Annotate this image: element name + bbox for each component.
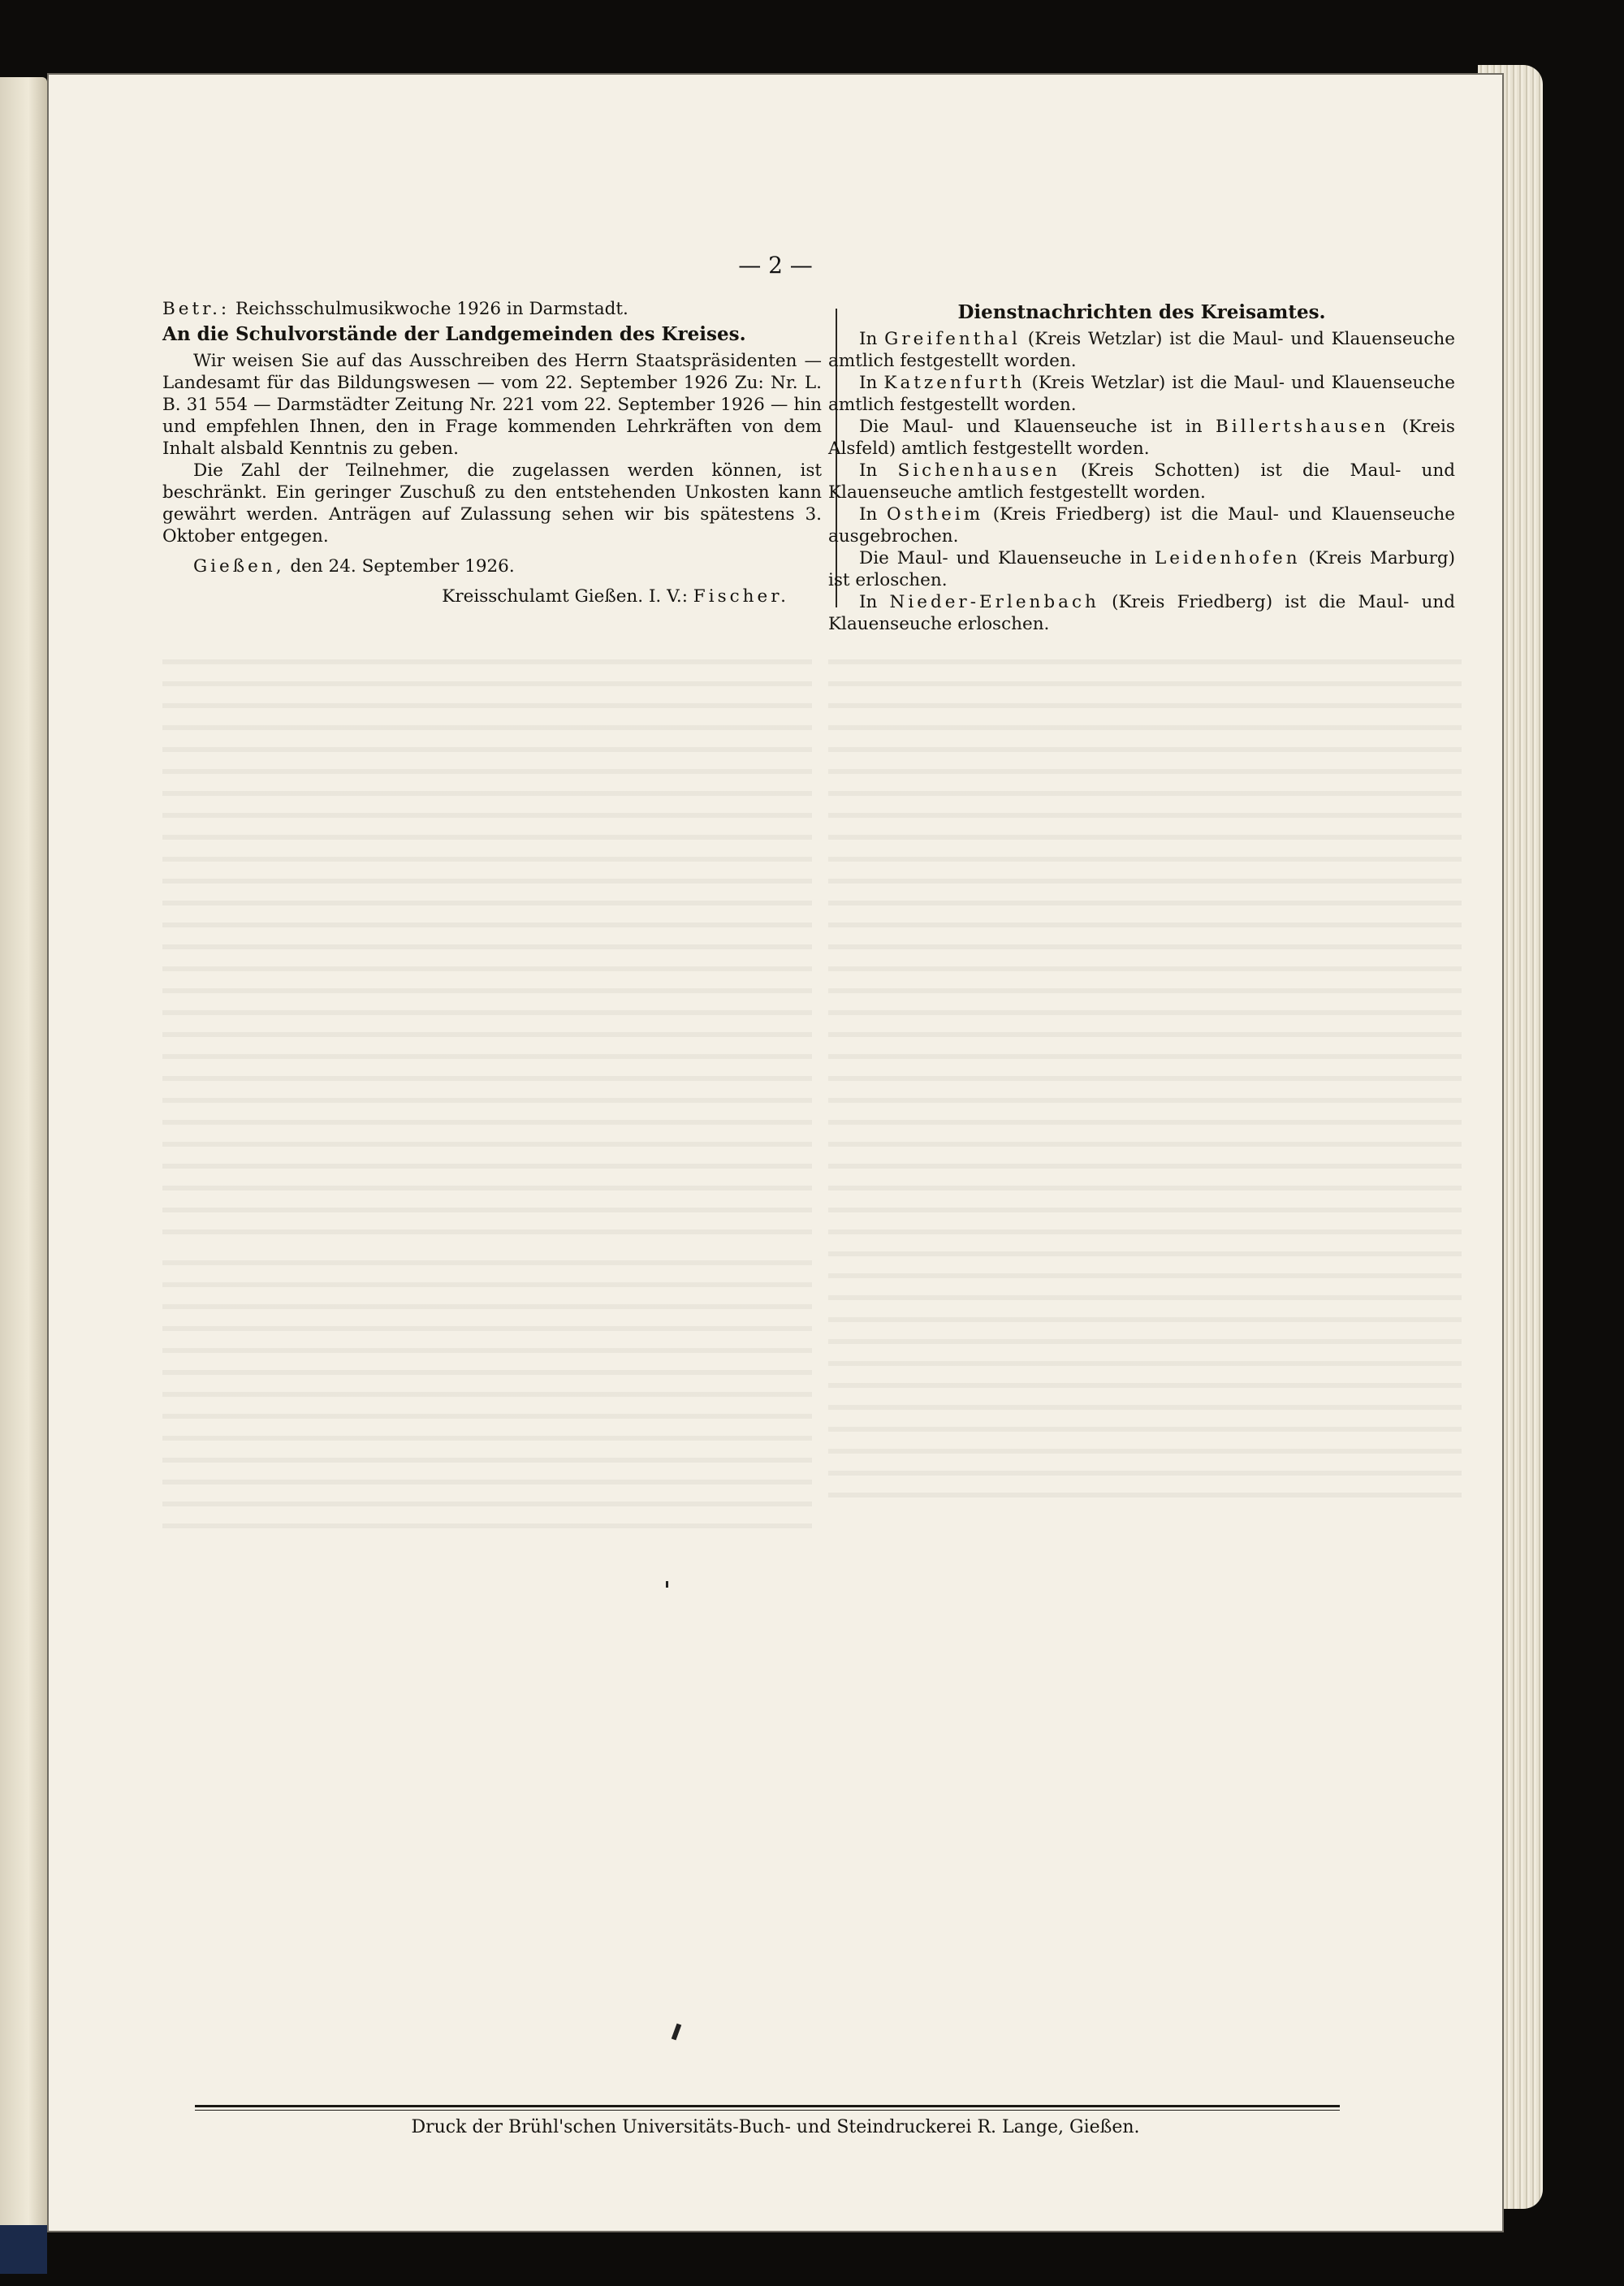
ink-speck — [666, 1581, 668, 1588]
notice-text: (Kreis Friedberg) ist die Maul- und Klauenseuche erloschen. — [828, 592, 1455, 634]
notice-place: Nieder-Erlenbach — [889, 592, 1099, 612]
notice-item — [828, 547, 1455, 591]
betreff-line — [162, 298, 822, 320]
paragraph: Die Zahl der Teilnehmer, die zugelassen werden können, ist beschränkt. Ein geringer Zuschuß zu den entstehenden Unkosten kann gewährt werden. Anträgen auf Zulassung sehen wir bis spätestens 3. Oktober entgegen. — [162, 460, 822, 547]
section-heading: An die Schulvorstände der Landgemeinden des Kreises. — [162, 323, 746, 345]
notice-text: (Kreis Marburg) ist erloschen. — [828, 548, 1455, 590]
notice-place: Leidenhofen — [1155, 548, 1301, 568]
document-page — [49, 75, 1502, 2231]
betreff-label: Betr.: — [162, 299, 231, 319]
section-heading: Dienstnachrichten des Kreisamtes. — [957, 301, 1326, 323]
notice-item — [828, 503, 1455, 547]
notice-text: (Kreis Wetzlar) ist die Maul- und Klauenseuche amtlich festgestellt worden. — [828, 373, 1455, 415]
notice-place: Ostheim — [886, 504, 984, 525]
ink-speck — [672, 2024, 681, 2041]
notice-place: Greifenthal — [884, 329, 1021, 349]
date-line — [162, 555, 822, 577]
notice-prefix: In — [859, 504, 878, 525]
notice-place: Billertshausen — [1216, 417, 1389, 437]
notice-text: (Kreis Friedberg) ist die Maul- und Klauenseuche ausgebrochen. — [828, 504, 1455, 547]
notice-prefix: In — [859, 460, 878, 481]
notice-prefix: In — [859, 329, 878, 349]
betreff-text: Reichsschulmusikwoche 1926 in Darmstadt. — [235, 299, 628, 319]
notice-prefix: In — [859, 592, 878, 612]
show-through-text-right — [828, 659, 1462, 1512]
notice-prefix: In — [859, 373, 878, 393]
left-column — [162, 298, 822, 607]
paragraph: Wir weisen Sie auf das Ausschreiben des Herrn Staatspräsidenten — Landesamt für das Bildungswesen — vom 22. September 1926 Zu: Nr. L. B. 31 554 — Darmstädter Zeitung Nr. 221 vom 22. September 1926 — hin und empfehlen Ihnen, den in Frage kommenden Lehrkräften von dem Inhalt alsbald Kenntnis zu geben. — [162, 351, 822, 459]
notice-item — [828, 460, 1455, 503]
notice-prefix: Die Maul- und Klauenseuche ist in — [859, 417, 1203, 437]
signature-name: Fischer. — [693, 586, 789, 607]
notice-item — [828, 591, 1455, 635]
notice-text: (Kreis Alsfeld) amtlich festgestellt worden. — [828, 417, 1455, 459]
date-place: Gießen, — [193, 556, 285, 577]
notice-item — [828, 372, 1455, 416]
footer-rule — [195, 2105, 1340, 2107]
notice-prefix: Die Maul- und Klauenseuche in — [859, 548, 1147, 568]
page-number: — 2 — — [738, 252, 813, 279]
show-through-text-left-lower — [162, 1260, 812, 1528]
signature-office: Kreisschulamt Gießen. I. V.: — [442, 586, 688, 607]
printer-imprint: Druck der Brühl'schen Universitäts-Buch- und Steindruckerei R. Lange, Gießen. — [411, 2117, 1140, 2137]
notice-text: (Kreis Schotten) ist die Maul- und Klauenseuche amtlich festgestellt worden. — [828, 460, 1455, 503]
book-cover-edge — [0, 2225, 47, 2274]
notice-item — [828, 416, 1455, 460]
show-through-text-left — [162, 659, 812, 1244]
right-column — [828, 298, 1455, 635]
footer-rule — [195, 2110, 1340, 2111]
notice-item — [828, 328, 1455, 372]
adjacent-page-edge — [0, 77, 47, 2245]
notice-place: Sichenhausen — [897, 460, 1060, 481]
date-text: den 24. September 1926. — [290, 556, 515, 577]
notice-text: (Kreis Wetzlar) ist die Maul- und Klauenseuche amtlich festgestellt worden. — [828, 329, 1456, 371]
notice-place: Katzenfurth — [883, 373, 1026, 393]
signature-line — [162, 586, 822, 607]
